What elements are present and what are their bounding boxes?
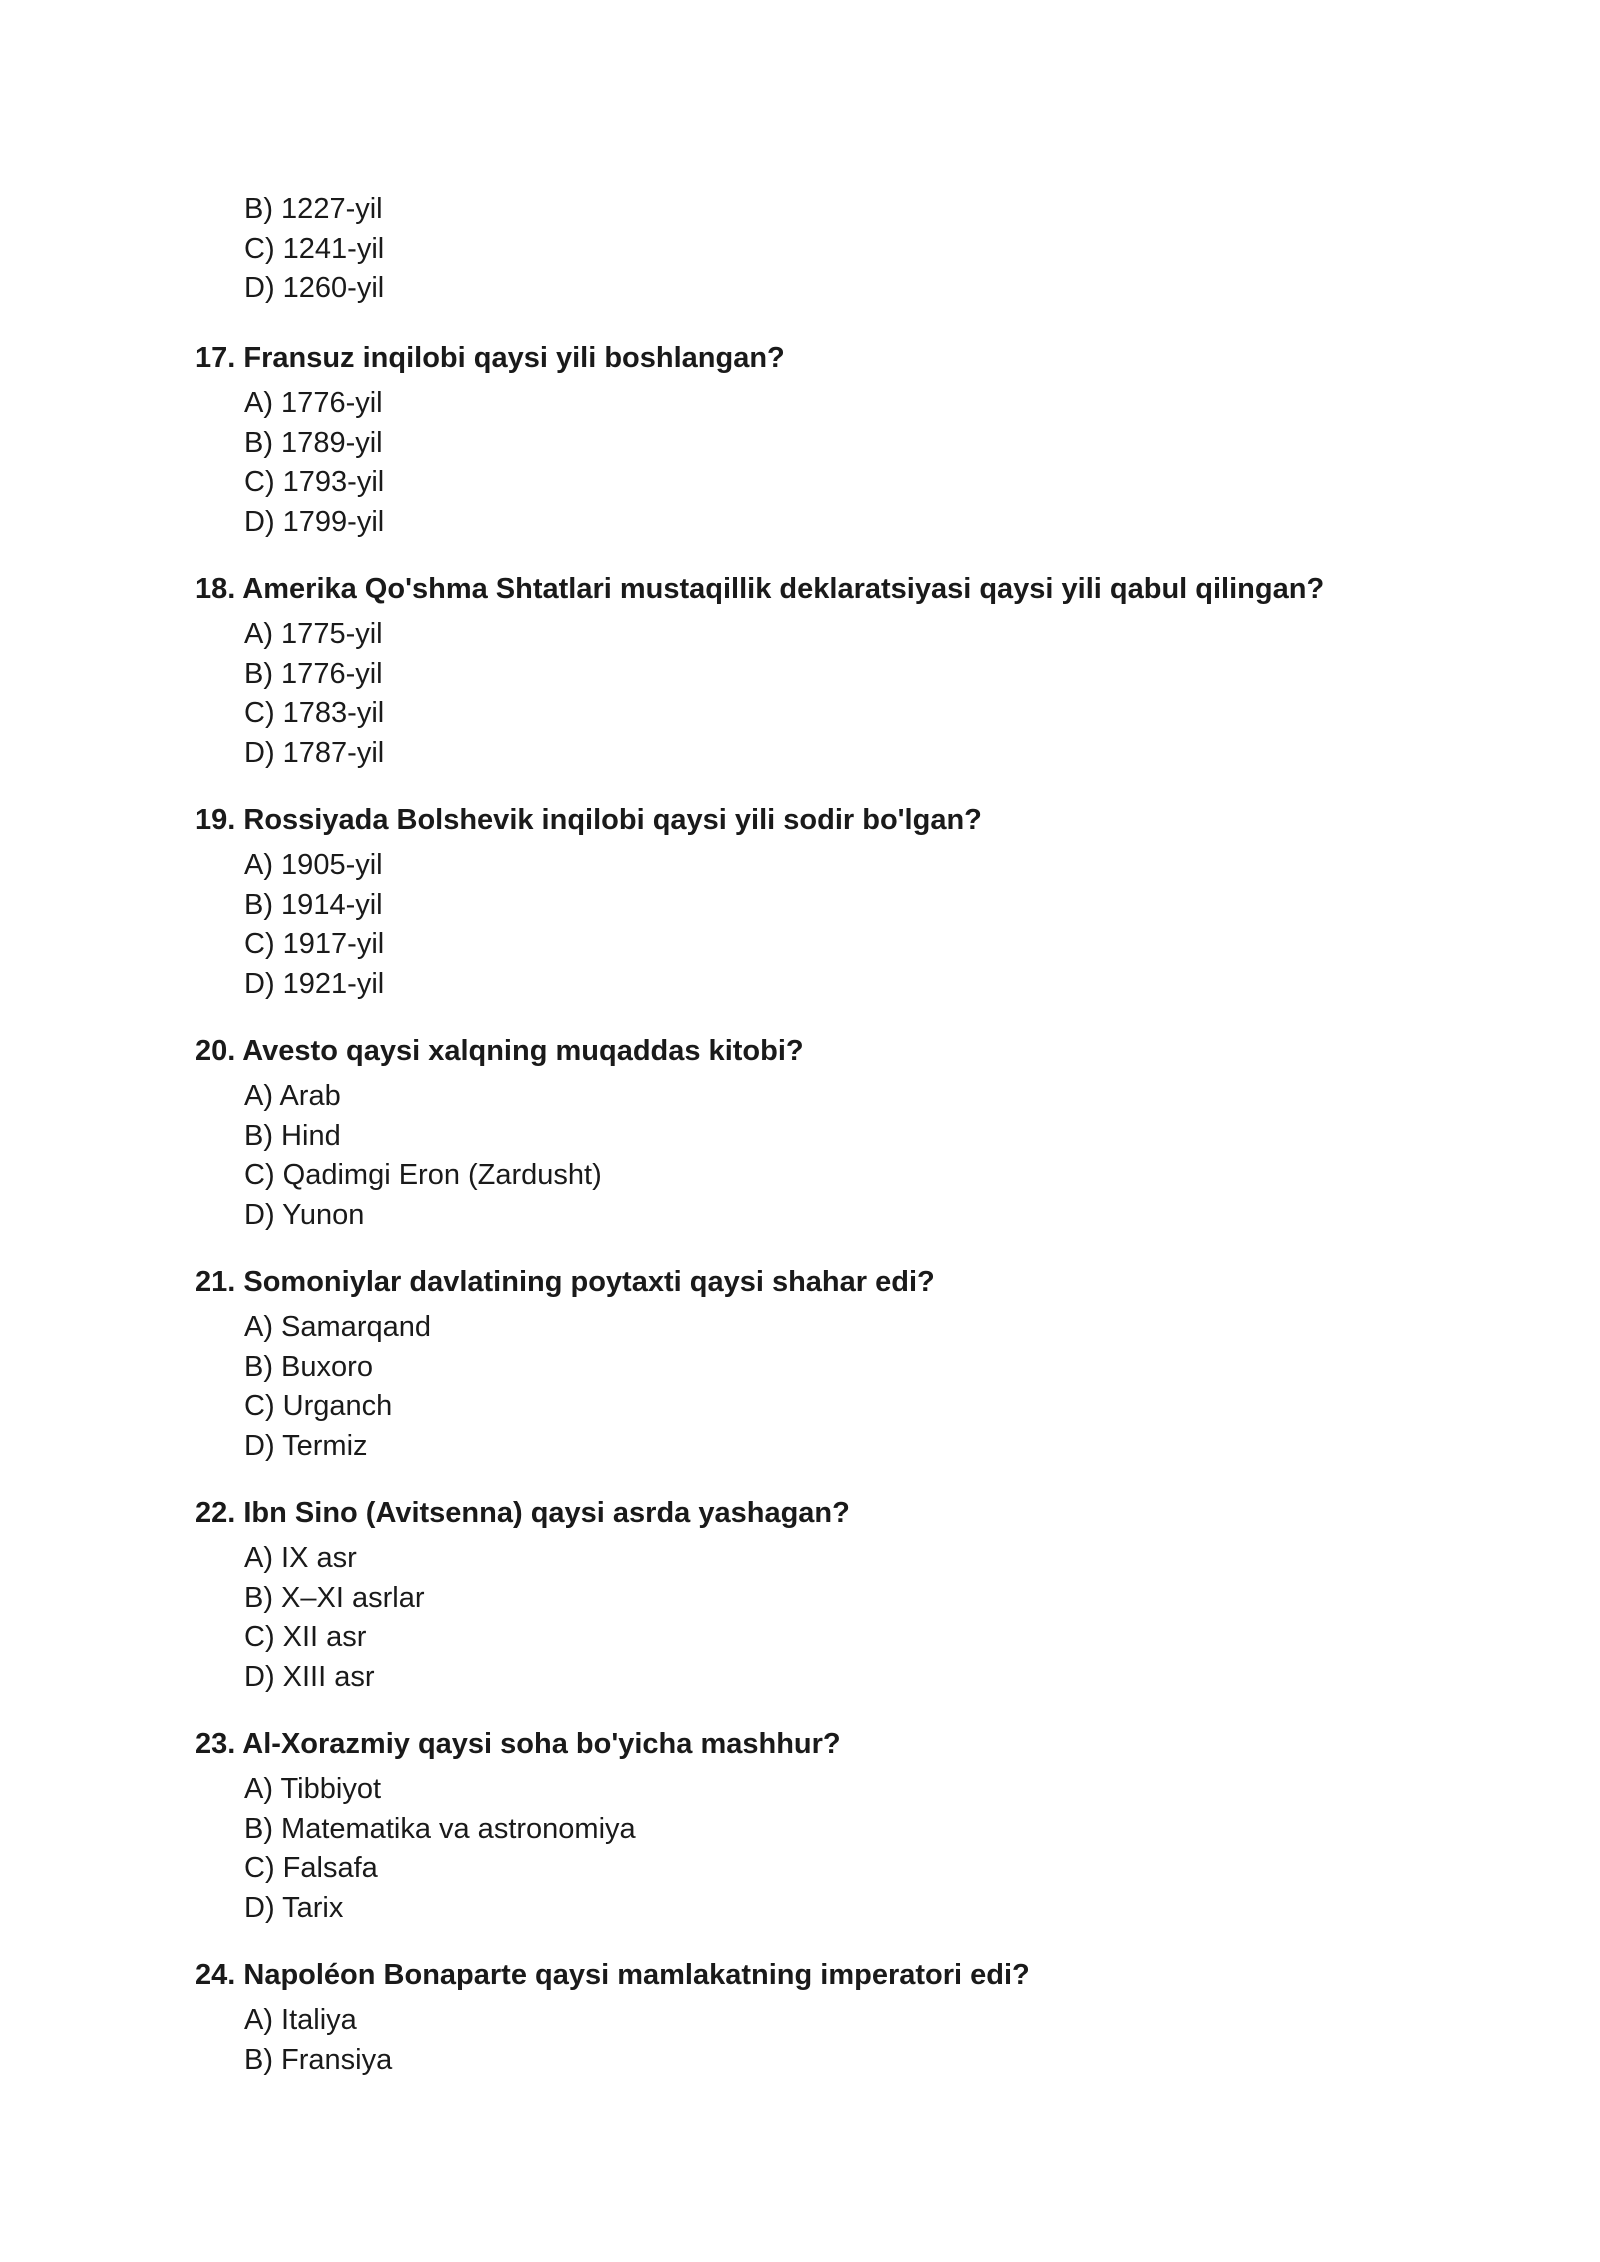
question-23: [195, 1724, 1495, 1955]
option-d: D) 1921-yil: [244, 967, 385, 1000]
question-19: [195, 800, 1495, 1031]
option-d: D) Tarix: [244, 1891, 344, 1924]
continued-options: [244, 190, 384, 309]
option-list: [195, 2001, 1495, 2080]
question-17: [195, 338, 1495, 569]
option-b: B) Matematika va astronomiya: [244, 1812, 636, 1845]
option-16-b: B) 1227-yil: [244, 193, 383, 225]
option-d: D) 1787-yil: [244, 736, 385, 769]
option-list: [195, 1770, 1495, 1928]
option-c: C) Urganch: [244, 1390, 393, 1423]
option-a: A) Italiya: [244, 2004, 357, 2036]
option-16-c: C) 1241-yil: [244, 232, 385, 265]
option-c: C) 1917-yil: [244, 928, 385, 961]
option-a: A) IX asr: [244, 1542, 357, 1574]
option-c: C) XII asr: [244, 1621, 367, 1654]
option-a: A) Samarqand: [244, 1311, 431, 1343]
option-list: [195, 1077, 1495, 1235]
option-d: D) 1799-yil: [244, 505, 385, 538]
option-c: C) Qadimgi Eron (Zardusht): [244, 1159, 602, 1192]
option-a: A) 1776-yil: [244, 387, 383, 419]
option-a: A) 1775-yil: [244, 618, 383, 650]
option-d: D) XIII asr: [244, 1660, 375, 1693]
question-title: 21. Somoniylar davlatining poytaxti qaysi shahar edi?: [195, 1266, 935, 1298]
option-a: A) 1905-yil: [244, 849, 383, 881]
option-list: [195, 846, 1495, 1004]
question-title: 18. Amerika Qo'shma Shtatlari mustaqillik deklaratsiyasi qaysi yili qabul qilingan?: [195, 573, 1325, 605]
question-title: 23. Al-Xorazmiy qaysi soha bo'yicha mashhur?: [195, 1728, 841, 1760]
option-b: B) Hind: [244, 1119, 341, 1152]
option-b: B) 1789-yil: [244, 426, 383, 459]
option-c: C) Falsafa: [244, 1852, 378, 1885]
option-list: [195, 1308, 1495, 1466]
question-18: [195, 569, 1495, 800]
option-list: [195, 615, 1495, 773]
option-list: [195, 1539, 1495, 1697]
option-d: D) Yunon: [244, 1198, 365, 1231]
option-b: B) X–XI asrlar: [244, 1581, 425, 1614]
option-d: D) Termiz: [244, 1429, 368, 1462]
option-b: B) Buxoro: [244, 1350, 373, 1383]
question-title: 19. Rossiyada Bolshevik inqilobi qaysi yili sodir bo'lgan?: [195, 804, 982, 836]
question-24: [195, 1955, 1495, 2186]
option-b: B) 1914-yil: [244, 888, 383, 921]
option-16-d: D) 1260-yil: [244, 272, 385, 305]
question-20: [195, 1031, 1495, 1262]
question-title: 22. Ibn Sino (Avitsenna) qaysi asrda yashagan?: [195, 1497, 850, 1529]
option-c: C) 1793-yil: [244, 466, 385, 499]
option-c: C) 1783-yil: [244, 697, 385, 730]
question-22: [195, 1493, 1495, 1724]
question-title: 24. Napoléon Bonaparte qaysi mamlakatning imperatori edi?: [195, 1959, 1030, 1991]
option-list: [195, 384, 1495, 542]
option-a: A) Tibbiyot: [244, 1773, 381, 1805]
question-list: [195, 338, 1495, 2186]
option-b: B) 1776-yil: [244, 657, 383, 690]
question-title: 17. Fransuz inqilobi qaysi yili boshlangan?: [195, 342, 785, 374]
option-b: B) Fransiya: [244, 2043, 393, 2076]
option-a: A) Arab: [244, 1080, 341, 1112]
question-title: 20. Avesto qaysi xalqning muqaddas kitobi?: [195, 1035, 804, 1067]
question-21: [195, 1262, 1495, 1493]
